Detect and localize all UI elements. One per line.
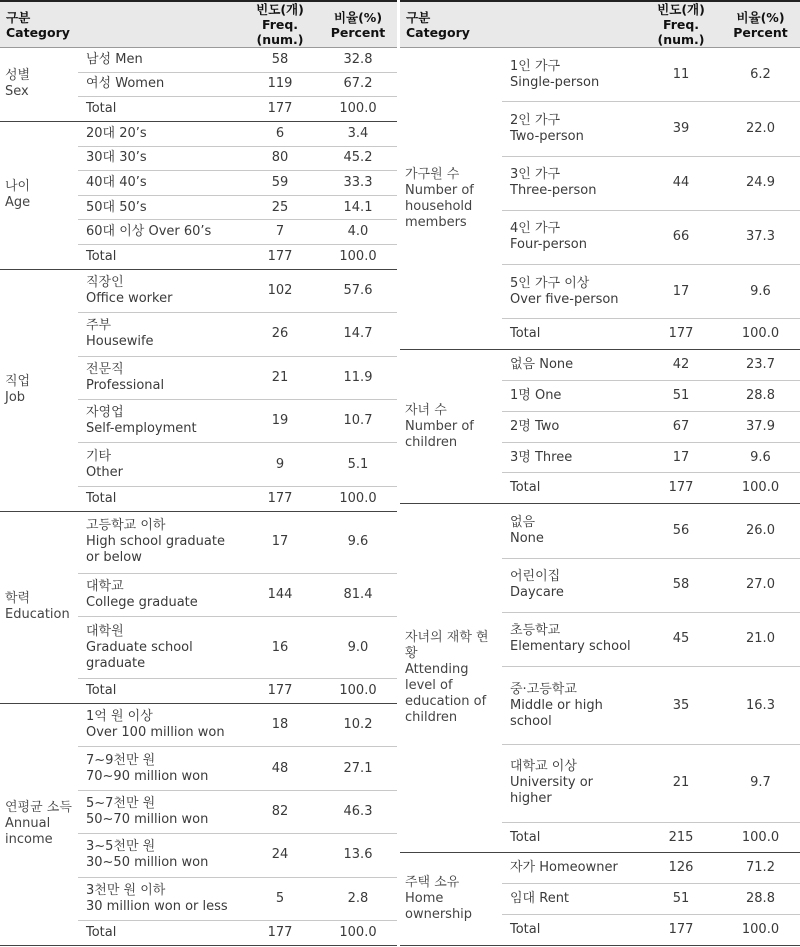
percent-header — [721, 1, 800, 48]
item-label-line: 30대 30’s — [86, 150, 147, 166]
item-label-line: Total — [86, 683, 117, 699]
percent-cell: 3.4 — [319, 121, 397, 146]
percent-cell: 32.8 — [319, 48, 397, 73]
item-label — [78, 269, 241, 312]
percent-cell: 9.7 — [721, 744, 800, 822]
item-label-line: graduate — [86, 655, 146, 671]
item-label-line: 70~90 million won — [86, 768, 209, 784]
freq-cell: 11 — [641, 48, 721, 102]
item-label-line: 20대 20’s — [86, 125, 147, 141]
item-label-line: 직장인 — [86, 274, 124, 290]
item-label-line: Total — [86, 101, 117, 117]
item-label-line: University or higher — [510, 775, 594, 807]
item-label — [78, 72, 241, 97]
freq-cell: 48 — [241, 747, 319, 790]
item-label — [78, 400, 241, 443]
item-label-line: Total — [510, 922, 541, 938]
item-label-line: 자가 Homeowner — [510, 860, 618, 876]
freq-cell: 16 — [241, 617, 319, 679]
percent-cell: 28.8 — [721, 381, 800, 412]
freq-header-ko: 빈도(개) — [657, 2, 705, 17]
group-label-en: Job — [5, 390, 26, 406]
item-label — [78, 245, 241, 270]
freq-header — [641, 1, 721, 48]
group-label-ko: 직업 — [5, 374, 31, 390]
freq-header — [241, 1, 319, 48]
group-label-ko: 주택 소유 — [405, 875, 460, 891]
freq-header-en: Freq.(num.) — [657, 17, 705, 47]
freq-cell: 51 — [641, 884, 721, 915]
percent-cell: 5.1 — [319, 443, 397, 486]
freq-cell: 51 — [641, 381, 721, 412]
item-label-line: College graduate — [86, 594, 198, 610]
percent-cell: 10.7 — [319, 400, 397, 443]
item-label-line: 2명 Two — [510, 418, 560, 434]
item-label — [502, 210, 641, 264]
percent-header-ko: 비율(%) — [736, 9, 785, 25]
percent-header — [319, 1, 397, 48]
table-row — [400, 853, 800, 884]
percent-cell: 21.0 — [721, 612, 800, 666]
item-label — [502, 744, 641, 822]
item-label — [502, 473, 641, 504]
item-label-line: 60대 이상 Over 60’s — [86, 224, 212, 240]
freq-cell: 6 — [241, 121, 319, 146]
item-label — [502, 381, 641, 412]
item-label-line: 주부 — [86, 318, 112, 334]
item-label — [78, 573, 241, 616]
item-label-line: 중·고등학교 — [510, 681, 577, 697]
item-label-line: 1인 가구 — [510, 58, 561, 74]
percent-cell: 9.0 — [319, 617, 397, 679]
item-label-line: Over 100 million won — [86, 725, 225, 741]
freq-cell: 177 — [641, 319, 721, 350]
freq-cell: 67 — [641, 411, 721, 442]
right-table — [400, 0, 800, 946]
item-label-line: 3인 가구 — [510, 167, 561, 183]
percent-cell: 100.0 — [721, 822, 800, 853]
percent-header-ko: 비율(%) — [333, 9, 383, 25]
item-label-line: Total — [86, 490, 117, 506]
item-label-line: 전문직 — [86, 361, 124, 377]
item-label — [502, 319, 641, 350]
item-label-line: 없음 None — [510, 357, 574, 373]
freq-cell: 17 — [641, 265, 721, 319]
table-row — [0, 511, 397, 573]
freq-cell: 58 — [641, 558, 721, 612]
item-label — [502, 265, 641, 319]
item-label — [78, 220, 241, 245]
item-label — [502, 884, 641, 915]
percent-cell: 28.8 — [721, 884, 800, 915]
group-label-en: Annual income — [5, 816, 53, 848]
percent-cell: 67.2 — [319, 72, 397, 97]
freq-cell: 66 — [641, 210, 721, 264]
freq-cell: 177 — [241, 921, 319, 946]
item-label-line: 1명 One — [510, 387, 562, 403]
item-label-line: Office worker — [86, 290, 173, 306]
freq-cell: 102 — [241, 269, 319, 312]
group-label-ko: 가구원 수 — [405, 166, 460, 182]
left-table — [0, 0, 397, 946]
item-label-line: None — [510, 530, 544, 546]
category-header-spacer — [502, 1, 641, 48]
item-label-line: Self-employment — [86, 421, 197, 437]
item-label-line: 4인 가구 — [510, 221, 561, 237]
freq-cell: 177 — [241, 679, 319, 704]
item-label — [78, 313, 241, 356]
item-label-line: High school graduate — [86, 534, 225, 550]
item-label — [502, 558, 641, 612]
freq-cell: 58 — [241, 48, 319, 73]
group-label-en: Attending level of education of children — [405, 662, 487, 726]
item-label-line: 여성 Women — [86, 76, 165, 92]
freq-cell: 18 — [241, 703, 319, 746]
item-label — [78, 486, 241, 511]
group-label-en: Education — [5, 607, 70, 623]
left-header-row — [0, 1, 397, 48]
percent-cell: 100.0 — [319, 245, 397, 270]
category-header: 구분 Category — [0, 1, 78, 48]
item-label — [502, 504, 641, 558]
percent-cell: 4.0 — [319, 220, 397, 245]
item-label-line: 5인 가구 이상 — [510, 275, 590, 291]
percent-cell: 14.1 — [319, 195, 397, 220]
percent-cell: 37.3 — [721, 210, 800, 264]
freq-cell: 45 — [641, 612, 721, 666]
percent-cell: 9.6 — [721, 265, 800, 319]
percent-cell: 46.3 — [319, 790, 397, 833]
item-label — [78, 356, 241, 399]
item-label-line: Total — [510, 480, 541, 496]
item-label-line: 40대 40’s — [86, 175, 147, 191]
item-label-line: 1억 원 이상 — [86, 709, 153, 725]
item-label — [502, 156, 641, 210]
item-label-line: 대학원 — [86, 623, 124, 639]
freq-cell: 59 — [241, 171, 319, 196]
item-label-line: 고등학교 이하 — [86, 518, 166, 534]
freq-cell: 82 — [241, 790, 319, 833]
item-label-line: Single-person — [510, 74, 600, 90]
item-label — [502, 612, 641, 666]
percent-cell: 16.3 — [721, 667, 800, 745]
table-row — [0, 269, 397, 312]
freq-cell: 17 — [241, 511, 319, 573]
category-header: 구분 Category — [400, 1, 502, 48]
item-label — [502, 822, 641, 853]
item-label-line: Graduate school — [86, 639, 193, 655]
category-header-spacer — [78, 1, 241, 48]
group-label — [400, 48, 502, 350]
percent-cell: 71.2 — [721, 853, 800, 884]
group-label-ko: 학력 — [5, 591, 31, 607]
percent-header-en: Percent — [330, 24, 386, 40]
item-label-line: 30~50 million won — [86, 855, 209, 871]
item-label-line: school — [510, 713, 552, 729]
group-label — [0, 703, 78, 945]
percent-cell: 81.4 — [319, 573, 397, 616]
percent-cell: 23.7 — [721, 350, 800, 381]
item-label-line: 50~70 million won — [86, 812, 209, 828]
item-label — [502, 442, 641, 473]
freq-cell: 177 — [241, 97, 319, 122]
item-label — [502, 915, 641, 946]
percent-cell: 100.0 — [721, 319, 800, 350]
item-label-line: 남성 Men — [86, 51, 143, 67]
freq-cell: 7 — [241, 220, 319, 245]
right-header-row — [400, 1, 800, 48]
item-label — [78, 617, 241, 679]
percent-cell: 100.0 — [721, 473, 800, 504]
group-label — [0, 48, 78, 122]
item-label-line: 기타 — [86, 448, 112, 464]
group-label-en: Home ownership — [405, 891, 473, 923]
item-label — [502, 853, 641, 884]
item-label — [78, 511, 241, 573]
item-label — [78, 48, 241, 73]
item-label-line: 3명 Three — [510, 449, 573, 465]
freq-cell: 119 — [241, 72, 319, 97]
freq-cell: 19 — [241, 400, 319, 443]
freq-cell: 215 — [641, 822, 721, 853]
item-label-line: 대학교 — [86, 578, 124, 594]
table-row — [0, 703, 397, 746]
item-label-line: 초등학교 — [510, 623, 561, 639]
item-label-line: 30 million won or less — [86, 898, 228, 914]
item-label-line: Elementary school — [510, 639, 631, 655]
percent-cell: 100.0 — [319, 679, 397, 704]
freq-cell: 177 — [641, 915, 721, 946]
percent-cell: 22.0 — [721, 102, 800, 156]
item-label — [78, 171, 241, 196]
item-label-line: or below — [86, 550, 142, 566]
freq-cell: 42 — [641, 350, 721, 381]
item-label — [78, 443, 241, 486]
item-label-line: 임대 Rent — [510, 891, 570, 907]
item-label-line: 2인 가구 — [510, 112, 561, 128]
item-label-line: 자영업 — [86, 405, 124, 421]
group-label — [400, 350, 502, 504]
table-row — [400, 350, 800, 381]
freq-header-ko: 빈도(개) — [256, 2, 304, 17]
freq-cell: 144 — [241, 573, 319, 616]
item-label-line: Total — [510, 326, 541, 342]
item-label-line: Daycare — [510, 585, 564, 601]
percent-cell: 45.2 — [319, 146, 397, 171]
item-label-line: 7~9천만 원 — [86, 752, 156, 768]
item-label-line: Total — [86, 248, 117, 264]
percent-cell: 24.9 — [721, 156, 800, 210]
item-label-line: Professional — [86, 377, 165, 393]
group-label-ko: 나이 — [5, 179, 31, 195]
percent-cell: 11.9 — [319, 356, 397, 399]
percent-cell: 37.9 — [721, 411, 800, 442]
group-label-ko: 자녀 수 — [405, 402, 447, 418]
group-label — [0, 121, 78, 269]
percent-cell: 26.0 — [721, 504, 800, 558]
percent-cell: 100.0 — [319, 97, 397, 122]
item-label-line: 없음 — [510, 514, 536, 530]
freq-cell: 21 — [641, 744, 721, 822]
percent-cell: 100.0 — [319, 921, 397, 946]
freq-header-en: Freq.(num.) — [256, 17, 304, 47]
percent-cell: 9.6 — [319, 511, 397, 573]
percent-cell: 100.0 — [319, 486, 397, 511]
freq-cell: 80 — [241, 146, 319, 171]
item-label — [502, 667, 641, 745]
group-label — [0, 511, 78, 703]
percent-cell: 100.0 — [721, 915, 800, 946]
percent-header-en: Percent — [733, 24, 788, 40]
table-row — [400, 504, 800, 558]
item-label — [78, 877, 241, 920]
item-label — [78, 679, 241, 704]
table-row — [0, 121, 397, 146]
item-label-line: Total — [510, 829, 541, 845]
item-label-line: Other — [86, 464, 123, 480]
group-label — [0, 269, 78, 511]
item-label-line: 어린이집 — [510, 569, 561, 585]
item-label-line: 5~7천만 원 — [86, 796, 156, 812]
group-label-en: Sex — [5, 84, 29, 100]
freq-cell: 177 — [641, 473, 721, 504]
item-label-line: Three-person — [510, 183, 597, 199]
group-label-en: Number of household members — [405, 182, 474, 230]
freq-cell: 9 — [241, 443, 319, 486]
item-label — [78, 747, 241, 790]
percent-cell: 27.0 — [721, 558, 800, 612]
item-label-line: 50대 50’s — [86, 199, 147, 215]
freq-cell: 25 — [241, 195, 319, 220]
item-label-line: Housewife — [86, 334, 154, 350]
item-label — [78, 921, 241, 946]
table-row — [0, 48, 397, 73]
freq-cell: 56 — [641, 504, 721, 558]
freq-cell: 39 — [641, 102, 721, 156]
percent-cell: 9.6 — [721, 442, 800, 473]
percent-cell: 6.2 — [721, 48, 800, 102]
item-label — [502, 350, 641, 381]
percent-cell: 27.1 — [319, 747, 397, 790]
freq-cell: 21 — [241, 356, 319, 399]
item-label — [78, 195, 241, 220]
item-label — [502, 102, 641, 156]
item-label-line: Middle or high — [510, 697, 603, 713]
freq-cell: 177 — [241, 486, 319, 511]
percent-cell: 2.8 — [319, 877, 397, 920]
percent-cell: 33.3 — [319, 171, 397, 196]
percent-cell: 10.2 — [319, 703, 397, 746]
item-label — [78, 146, 241, 171]
group-label-en: Number of children — [405, 418, 474, 450]
group-label-ko: 자녀의 재학 현황 — [405, 630, 489, 662]
freq-cell: 44 — [641, 156, 721, 210]
percent-cell: 57.6 — [319, 269, 397, 312]
group-label — [400, 504, 502, 853]
freq-cell: 177 — [241, 245, 319, 270]
table-row — [400, 48, 800, 102]
item-label-line: 대학교 이상 — [510, 759, 577, 775]
item-label-line: Total — [86, 925, 117, 941]
item-label-line: 3천만 원 이하 — [86, 882, 166, 898]
freq-cell: 26 — [241, 313, 319, 356]
item-label-line: Two-person — [510, 128, 584, 144]
item-label-line: Over five-person — [510, 291, 619, 307]
freq-cell: 17 — [641, 442, 721, 473]
group-label-en: Age — [5, 195, 31, 211]
freq-cell: 24 — [241, 834, 319, 877]
item-label — [502, 411, 641, 442]
item-label — [502, 48, 641, 102]
item-label — [78, 834, 241, 877]
item-label — [78, 121, 241, 146]
freq-cell: 35 — [641, 667, 721, 745]
item-label — [78, 97, 241, 122]
item-label — [78, 703, 241, 746]
freq-cell: 126 — [641, 853, 721, 884]
percent-cell: 14.7 — [319, 313, 397, 356]
group-label-ko: 연평균 소득 — [5, 800, 72, 816]
item-label — [78, 790, 241, 833]
freq-cell: 5 — [241, 877, 319, 920]
item-label-line: 3~5천만 원 — [86, 839, 156, 855]
percent-cell: 13.6 — [319, 834, 397, 877]
group-label — [400, 853, 502, 946]
group-label-ko: 성별 — [5, 68, 31, 84]
item-label-line: Four-person — [510, 237, 587, 253]
